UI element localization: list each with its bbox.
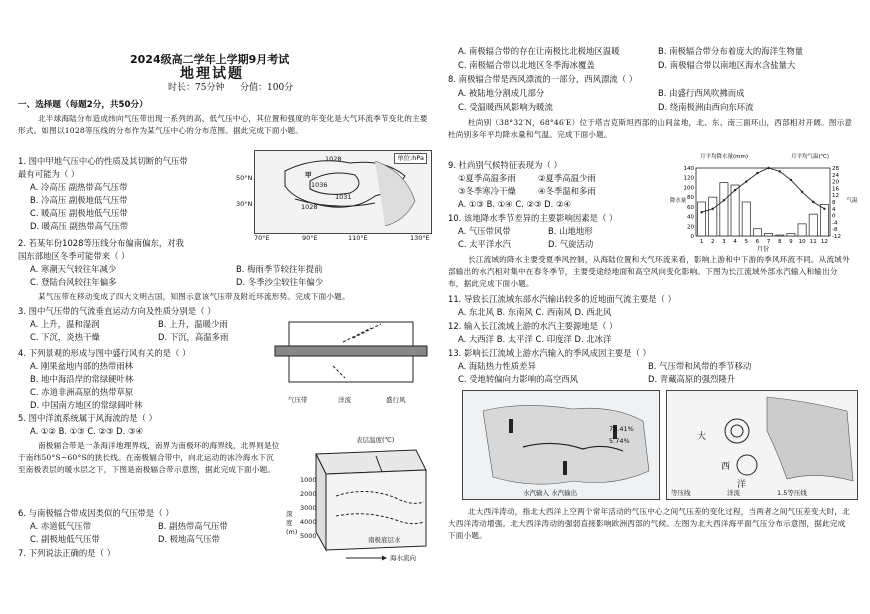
precip-tick-label: 0 xyxy=(690,234,694,240)
q3-option-b: B. 上升，温暖少雨 xyxy=(158,319,228,329)
ocean-label-da: 大 xyxy=(697,432,707,442)
lat-50: 50°N xyxy=(236,174,253,182)
depth-5000: 5000 xyxy=(300,532,317,540)
q2-option-c: C. 登陆台风较往年偏多 xyxy=(30,277,117,287)
y-axis-left-label: 降水量 xyxy=(670,198,687,204)
q9-choice-4: ④冬季温和多雨 xyxy=(538,186,596,196)
temperature-point xyxy=(723,199,725,201)
precip-bar xyxy=(809,214,817,236)
temperature-point xyxy=(756,172,758,174)
q12-options: A. 大西洋 B. 太平洋 C. 印度洋 D. 北冰洋 xyxy=(458,334,612,344)
temp-tick-label: 4 xyxy=(832,206,836,213)
precip-tick-label: 60 xyxy=(687,204,694,211)
q2-option-b: B. 梅雨季节较往年提前 xyxy=(236,264,323,274)
precip-bar xyxy=(765,234,773,236)
month-tick-label: 11 xyxy=(809,239,817,245)
temp-tick-label: 16 xyxy=(832,186,839,193)
temp-tick-label: -12 xyxy=(832,234,841,240)
q1-stem: 1. 图中甲地气压中心的性质及其切断的气压带 xyxy=(18,156,188,166)
exam-title: 2024级高二学年上学期9月考试 xyxy=(130,53,290,66)
q5-options: A. ①② B. ①③ C. ②③ D. ③④ xyxy=(30,426,143,436)
month-tick-label: 7 xyxy=(766,239,771,245)
legend-ocean-current: 洋流 xyxy=(727,489,740,497)
fig3-bottom-label: 南极底层水 xyxy=(368,536,401,544)
temp-tick-label: 28 xyxy=(832,166,839,172)
q6-option-b: B. 副热带高气压带 xyxy=(158,521,228,531)
q6-option-c: C. 副极地低气压带 xyxy=(30,534,100,544)
q7-option-b: B. 南极辐合带分布着庞大的海洋生物量 xyxy=(658,46,804,56)
q11-options: A. 东北风 B. 东南风 C. 西南风 D. 西北风 xyxy=(458,307,612,317)
q1-option-d: D. 暖高压 副热带高气压带 xyxy=(30,221,129,231)
fig2-legend xyxy=(288,396,428,406)
legend-current: 洋流 xyxy=(338,396,351,404)
q4-option-d: D. 中国南方地区的常绿阔叶林 xyxy=(30,400,143,410)
q8-option-a: A. 被陆地分割成几部分 xyxy=(458,88,545,98)
q4-option-a: A. 刚果盆地内部的热带雨林 xyxy=(30,361,134,371)
legend-temp: 月平均气温(℃) xyxy=(791,154,829,160)
ocean-label-yang: 洋 xyxy=(737,480,747,490)
moisture-pct-2: 5.74% xyxy=(609,437,630,445)
lon-110: 110°E xyxy=(348,234,368,242)
depth-1000: 1000 xyxy=(300,476,317,484)
precip-bar xyxy=(698,202,706,236)
q8-option-d: D. 绕南极洲由西向东环流 xyxy=(658,102,754,112)
q1-option-c: C. 暖高压 副极地低气压带 xyxy=(30,208,128,218)
temp-tick-label: 12 xyxy=(832,193,839,200)
temp-tick-label: 0 xyxy=(832,213,836,220)
month-tick-label: 5 xyxy=(744,239,748,245)
precip-bar xyxy=(787,234,795,236)
exam-score: 分值：100分 xyxy=(240,83,294,93)
temp-tick-label: -4 xyxy=(832,220,838,227)
q9-choice-3: ③冬季寒冷干燥 xyxy=(458,186,516,196)
precip-bar xyxy=(709,197,717,236)
center-label: 甲 xyxy=(305,171,312,179)
q1-option-b: B. 冷高压 副极地低气压带 xyxy=(30,195,128,205)
precip-tick-label: 120 xyxy=(683,175,694,182)
fig3-top-label: 表层温度(℃) xyxy=(356,436,395,444)
temperature-point xyxy=(700,211,702,213)
q10-option-a: A. 气压带风带 xyxy=(458,226,511,236)
lon-70: 70°E xyxy=(254,234,270,242)
month-tick-label: 8 xyxy=(778,239,782,245)
legend-isobar-value: 1.5等压线 xyxy=(777,489,807,497)
precip-bar xyxy=(798,224,806,236)
temperature-point xyxy=(812,201,814,203)
precip-tick-label: 80 xyxy=(687,195,694,202)
q9-stem: 9. 杜尚别气候特征表现为（ ） xyxy=(448,160,562,170)
depth-3000: 3000 xyxy=(300,504,317,512)
legend-pressure-belt: 气压带 xyxy=(288,396,308,404)
q9-choice-1: ①夏季高温多雨 xyxy=(458,173,516,183)
isobar-mid: 1031 xyxy=(335,193,352,201)
climate-chart-svg xyxy=(670,150,858,254)
depth-2000: 2000 xyxy=(300,490,317,498)
lon-90: 90°E xyxy=(302,234,318,242)
atlantic-map-svg xyxy=(667,391,857,499)
q6-stem: 6. 与南极辐合带成因类似的气压带是（ ） xyxy=(18,508,174,518)
q13-option-b: B. 气压带和风带的季节移动 xyxy=(648,361,752,371)
intro-paragraph-5: 长江流域的降水主要受夏季风控制，从海陆位置和大气环流来看，影响上游和中下游的季风环流不同。从流域外部输出的水汽相对集中在春冬季节，主要受途经地面和高空风向变化影响。下图为长江流域外部水汽输入和输出分布，据此完成下面小题。 xyxy=(448,255,850,288)
precip-tick-label: 40 xyxy=(687,214,694,221)
precip-bar xyxy=(753,229,761,236)
intro-paragraph-1: 北半球海陆分布造成纬向气压带出现一系列的高、低气压中心，其位置和强度的年变化是大气环流季节变化的主要形式。如图以1028等压线的分布作为某气压中心的分布范围。据此完成下面小题。 xyxy=(18,114,428,135)
pressure-belt-figure xyxy=(273,318,429,394)
q2-stem2: 国东部地区冬季可能带来（ ） xyxy=(18,251,130,261)
temperature-point xyxy=(801,191,803,193)
q4-stem: 4. 下列景观的形成与图中盛行风有关的是（ ） xyxy=(18,348,191,358)
temp-tick-label: 20 xyxy=(832,179,839,186)
temp-tick-label: 8 xyxy=(832,200,836,206)
q2-stem: 2. 若某年份1028等压线分布偏南偏东，对我 xyxy=(18,238,184,248)
lat-30: 30°N xyxy=(236,200,253,208)
q2-option-d: D. 冬季沙尘较往年偏少 xyxy=(236,277,324,287)
q10-option-b: B. 山地地形 xyxy=(548,226,593,236)
pressure-map-figure xyxy=(254,150,432,234)
q8-option-b: B. 由盛行西风吹拂而成 xyxy=(658,88,745,98)
temperature-point xyxy=(779,170,781,172)
climate-chart xyxy=(670,150,858,254)
fig3-flow-label: 海水流向 xyxy=(390,554,416,562)
month-tick-label: 10 xyxy=(798,239,806,245)
q7-option-d: D. 南极辐合带以南地区海水含盐量大 xyxy=(658,60,796,70)
q13-stem: 13. 影响长江流域上游水汽输入的季风成因主要是（ ） xyxy=(448,348,651,358)
q8-stem: 8. 南极辐合带是西风漂流的一部分，西风漂流（ ） xyxy=(448,74,638,84)
moisture-map-figure xyxy=(462,390,660,500)
q1-stem2: 最有可能为（ ） xyxy=(18,169,80,179)
q9-options: A. ①③ B. ①④ C. ②③ D. ②④ xyxy=(458,199,571,209)
q13-option-c: C. 受地转偏向力影响的高空西风 xyxy=(458,374,579,384)
atlantic-map-figure xyxy=(666,390,858,500)
q4-option-c: C. 赤道非洲高原的热带草原 xyxy=(30,387,134,397)
pressure-belt-svg xyxy=(273,318,429,394)
q6-option-d: D. 极地高气压带 xyxy=(158,534,221,544)
q1-option-a: A. 冷高压 副热带高气压带 xyxy=(30,182,128,192)
x-axis-label: 月份 xyxy=(756,246,770,253)
ocean-label-xi: 西 xyxy=(721,462,731,472)
subject-title: 地理试题 xyxy=(180,66,244,82)
q7-option-a: A. 南极辐合带的存在让南极比北极地区温暖 xyxy=(458,46,620,56)
month-tick-label: 9 xyxy=(789,239,793,245)
temp-tick-label: 24 xyxy=(832,172,839,179)
depth-4000: 4000 xyxy=(300,518,317,526)
moisture-legend: 水汽输入 水汽输出 xyxy=(523,489,578,497)
month-tick-label: 1 xyxy=(699,239,704,245)
section-label: 一、选择题（每题2分，共50分） xyxy=(18,100,148,110)
q7-option-c: C. 南极辐合带以北地区冬季海冰覆盖 xyxy=(458,60,595,70)
temperature-point xyxy=(823,208,825,210)
precip-tick-label: 140 xyxy=(683,166,694,172)
q12-stem: 12. 输入长江流域上游的水汽主要源地是（ ） xyxy=(448,321,618,331)
precip-bar xyxy=(776,235,784,236)
q3-stem: 3. 图中气压带的气流垂直运动方向及性质分别是（ ） xyxy=(18,306,216,316)
legend-precip: 月平均降水量(mm) xyxy=(699,154,749,160)
q13-option-a: A. 海陆热力性质差异 xyxy=(458,361,536,371)
q3-option-c: C. 下沉，炎热干燥 xyxy=(30,332,100,342)
map-unit: 单位:hPa xyxy=(394,153,427,164)
q7-stem: 7. 下列说法正确的是（ ） xyxy=(18,548,116,558)
q10-option-c: C. 太平洋水汽 xyxy=(458,239,512,249)
precip-tick-label: 100 xyxy=(683,185,694,192)
intro-paragraph-2: 某气压带在移动变成了四大文明古国，知图示意该气压带及附近环流形势。完成下面小题。 xyxy=(38,292,350,301)
q11-stem: 11. 导致长江流域东部水汽输出较多的近地面气流主要是（ ） xyxy=(448,294,677,304)
isobar-center: 1036 xyxy=(311,181,328,189)
exam-time: 时长：75分钟 xyxy=(168,83,225,93)
isobar-low: 1028 xyxy=(301,203,318,211)
temperature-point xyxy=(790,179,792,181)
month-tick-label: 2 xyxy=(711,239,715,245)
moisture-pct-1: 78.41% xyxy=(609,425,634,433)
convergence-figure xyxy=(286,436,432,562)
q3-option-a: A. 上升，温和湿润 xyxy=(30,319,100,329)
month-tick-label: 3 xyxy=(722,239,726,245)
q8-option-c: C. 受温暖西风影响为暖流 xyxy=(458,102,553,112)
legend-wind: 盛行风 xyxy=(386,396,406,404)
legend-isobar: 等压线 xyxy=(671,489,691,497)
month-tick-label: 12 xyxy=(820,239,828,245)
y-axis-right-label: 气温 xyxy=(846,198,858,204)
temperature-point xyxy=(712,208,714,210)
fig3-depth-label: 深度(m) xyxy=(286,510,298,536)
q2-option-a: A. 寒潮天气较往年减少 xyxy=(30,264,117,274)
q4-option-b: B. 地中海沿岸的常绿硬叶林 xyxy=(30,374,134,384)
convergence-svg xyxy=(286,436,432,562)
temperature-point xyxy=(767,167,769,169)
q5-stem: 5. 图中洋流系统属于风海流的是（ ） xyxy=(18,413,157,423)
precip-tick-label: 20 xyxy=(687,224,694,231)
intro-paragraph-4: 杜尚别（38°32′N，68°46′E）位于塔吉克斯坦西部的山间盆地，北、东、南三面环山，西部相对开阔。图示意杜尚别多年平均降水量和气温。完成下面小题。 xyxy=(448,118,853,139)
temp-tick-label: -8 xyxy=(832,227,838,234)
q6-option-a: A. 赤道低气压带 xyxy=(30,521,92,531)
q10-stem: 10. 该地降水季节差异的主要影响因素是（ ） xyxy=(448,213,618,223)
intro-paragraph-6: 北大西洋涛动，指北大西洋上空两个常年活动的气压中心之间气压差的变化过程，当两者之间气压差变大时，北大西洋涛动增强。北大西洋涛动的强弱直接影响欧洲西部的气候。左图为北大西洋海平面气压分布示意图，据此完成下面小题。 xyxy=(448,507,850,540)
q13-option-d: D. 青藏高原的强烈隆升 xyxy=(648,374,736,384)
precip-bar xyxy=(742,202,750,236)
temperature-point xyxy=(745,180,747,182)
intro-paragraph-3: 南极辐合带是一条海洋地理界线，南界为南极环的海界线，北界则是位于南纬50°S~60°S的狭长线。在南极辐合带中，向北运动的冰冷海水下沉至南极表层的暖水层之下，下图是南极辐合带示意图，据此完成下面小题。 xyxy=(18,441,280,474)
isobar-top: 1028 xyxy=(325,155,342,163)
precip-bar xyxy=(720,183,728,236)
q9-choice-2: ②夏季高温少雨 xyxy=(538,173,596,183)
q3-option-d: D. 下沉，高温多雨 xyxy=(158,332,229,342)
temperature-point xyxy=(734,189,736,191)
month-tick-label: 4 xyxy=(733,239,737,245)
lon-130: 130°E xyxy=(410,234,430,242)
month-tick-label: 6 xyxy=(755,239,760,245)
q10-option-d: D. 气旋活动 xyxy=(548,239,594,249)
